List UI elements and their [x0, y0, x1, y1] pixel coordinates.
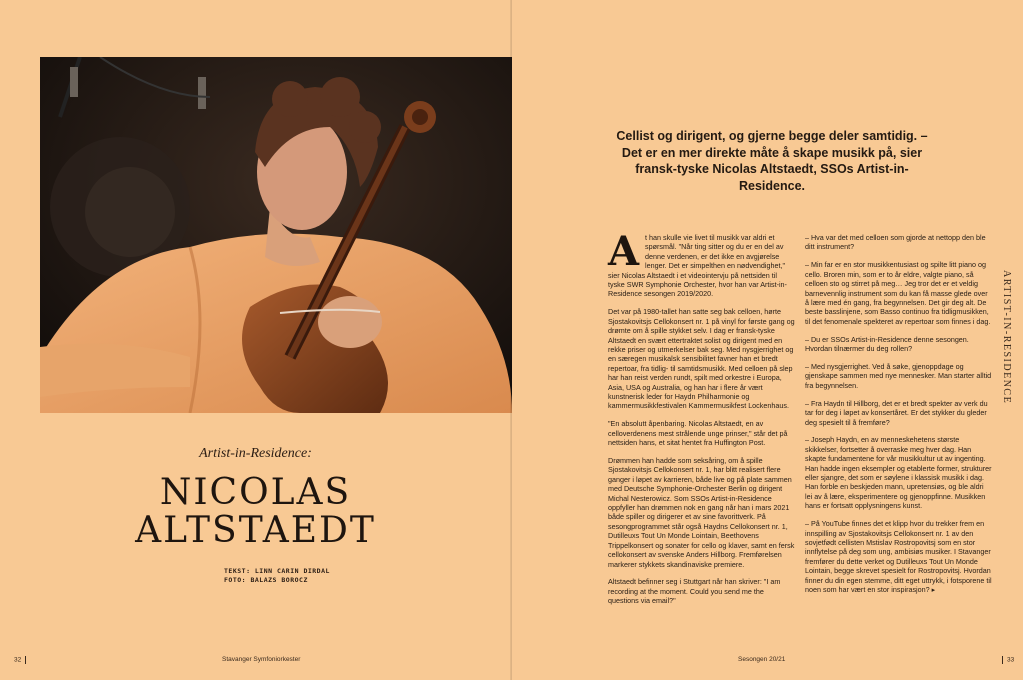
answer: – Joseph Haydn, en av menneskehetens største skikkelser, fortsetter å overraske meg hver dag. Han skapte fundamentene for vår musikkultur ut av ingenting. Han hadde ingen eksempler og etablerte former, strukturer eller sjangre, det som er søylene i klassisk musikk i dag. Han forble en beskjeden mann, upretensiøs, og ble aldri lei av å lære, eksperimentere og gjenoppfinne. Musikken hans er fortsatt opplysningens kunst. — [805, 435, 992, 511]
question: – På YouTube finnes det et klipp hvor du trekker frem en innspilling av Sjostakovitsjs Cellokonsert nr. 1 av den sovjetfødt cellisten Mstislav Rostropovitsj som en stor innflytelse på deg som ung, ambisiøs musiker. I Stavanger fremfører du dette verket og Dutilleuxs Tout Un Monde Lointain, begge skrevet spesielt for Rostropovitsj. Hvordan finner du din egen stemme, ditt eget uttrykk, i fotsporene til noen som har vært en stor inspirasjon? ▸ — [805, 519, 992, 594]
section-label-text: ARTIST-IN-RESIDENCE — [1001, 270, 1012, 405]
body-column-2 — [805, 233, 992, 603]
paragraph: Det var på 1980-tallet han satte seg bak celloen, hørte Sjostakovitsjs Cellokonsert nr. 1 på vinyl for første gang og drømte om å spille stykket selv. I dag er fransk-tyske Altstaedt en svært ettertraktet solist og dirigent med en rekke priser og utmerkelser bak seg. Med nysgjerrighet og en særegen musikalsk sensibilitet favner han et bredt repertoar, fra tidlig- til samtidsmusikk. Med celloen på slep har han reist verden rundt, spilt med orkestre i Europa, Asia, USA og Australia, og han har i flere år vært kunstnerisk leder for Haydn Philharmonie og kammermusikkfestivalen Kammermusikfest Lockenhaus. — [608, 307, 795, 411]
right-folio — [998, 656, 1014, 664]
answer: – Min far er en stor musikkentusiast og spilte litt piano og cello. Broren min, som er to år eldre, valgte piano, så celloen sto og stirret på meg… Jeg tror det er et veldig barnevennlig instrument som du kan få masse glede over å lære med én gang, fra begynnelsen. Det gir deg alt. De beste basslinjene, som Basso continuo fra tidligmusikken, til det fenomenale spekteret av repertoar som finnes i dag. — [805, 260, 991, 326]
credits — [224, 567, 330, 585]
section-label — [1000, 270, 1014, 405]
cellist-photo — [40, 57, 512, 413]
cellist-photo-image — [40, 57, 512, 413]
paragraph: Altstaedt befinner seg i Stuttgart når han skriver: "I am recording at the moment. Could you send me the questions via email?" — [608, 577, 781, 606]
kicker: Artist-in-Residence: — [199, 446, 312, 461]
left-page-number: 32 — [14, 656, 22, 664]
folio-divider — [25, 656, 26, 664]
question: – Du er SSOs Artist-in-Residence denne sesongen. Hvordan tilnærmer du deg rollen? — [805, 334, 969, 354]
artist-name-line1: NICOLAS — [159, 472, 352, 513]
right-footer: Sesongen 20/21 — [738, 656, 786, 663]
paragraph-text: t han skulle vie livet til musikk var aldri et spørsmål. "Når ting sitter og du er en del av denne verdenen, er det ikke en avgjørelse lenger. Det er simpelthen en nødvendighet," sier Nicolas Altstaedt i et videointervju på nettsiden til tyske SWR Symphonie Orchester, hvor han var Artist-in-Residence sesongen 2019/2020. — [608, 233, 787, 299]
left-footer: Stavanger Symfoniorkester — [222, 656, 301, 663]
credit-photo: FOTO: BALAZS BOROCZ — [224, 576, 308, 584]
artist-name-line2: ALTSTAEDT — [135, 510, 376, 551]
left-page — [0, 0, 511, 680]
credit-text: TEKST: LINN CARIN DIRDAL — [224, 567, 330, 575]
folio-divider — [1002, 656, 1003, 664]
question: – Fra Haydn til Hillborg, det er et bredt spekter av verk du tar for deg i løpet av konsertåret. Er det stykker du gleder deg spesielt til å fremføre? — [805, 398, 988, 427]
right-page-number: 33 — [1007, 656, 1015, 664]
paragraph — [608, 228, 795, 299]
dropcap: A — [608, 228, 640, 275]
paragraph: "En absolutt åpenbaring. Nicolas Altstaedt, en av celloverdenens mest strålende unge prinser," står det på nettsiden hans, et sitat hentet fra Huffington Post. — [608, 419, 788, 448]
answer: – Med nysgjerrighet. Ved å søke, gjenoppdage og gjenskape sammen med nye mennesker. Man starter alltid fra begynnelsen. — [805, 361, 992, 390]
body-column-1 — [608, 228, 795, 614]
question: – Hva var det med celloen som gjorde at nettopp den ble ditt instrument? — [805, 233, 986, 252]
lede: Cellist og dirigent, og gjerne begge deler samtidig. – Det er en mer direkte måte å skape musikk på, sier fransk-tyske Nicolas Altstaedt, SSOs Artist-in-Residence. — [616, 129, 928, 193]
left-folio — [14, 656, 30, 664]
paragraph: Drømmen han hadde som seksåring, om å spille Sjostakovitsjs Cellokonsert nr. 1, har blitt realisert flere ganger i løpet av karrieren, både live og på plate sammen med Deutsche Symphonie-Orchester Berlin og dirigent Michal Nesterowicz. Som SSOs Artist-in-Residence oppfyller han drømmen nok en gang når han i mars 2021 både spiller og dirigerer et av sine favorittverk. På sesongprogrammet står også Haydns Cellokonsert nr. 1, Dutilleuxs Tout Un Monde Lointain, Beethovens Trippelkonsert og sonater for cello og klaver, samt en fersk cellokonsert av svenske Anders Hillborg. Fremførelsen markerer stykkets skandinaviske premiere. — [608, 456, 795, 569]
